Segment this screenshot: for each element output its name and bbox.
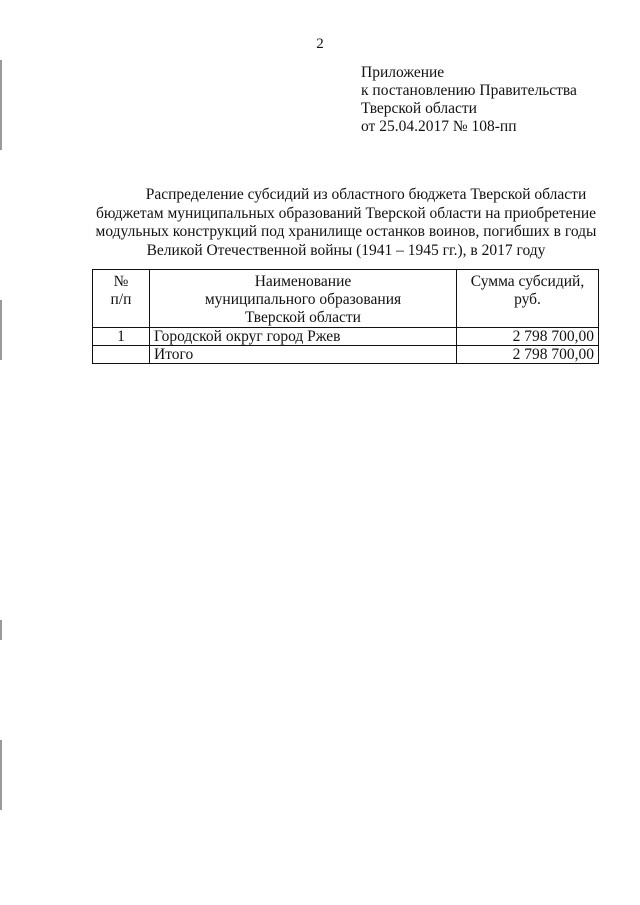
appendix-line: Тверской области: [361, 100, 477, 117]
cell-name: Городской округ город Ржев: [150, 328, 457, 346]
header-text: руб.: [514, 291, 541, 308]
scan-edge-mark: [0, 60, 2, 150]
table-header-row: [93, 270, 599, 328]
cell-number: [93, 346, 150, 364]
document-title: [92, 186, 600, 260]
header-text: Сумма субсидий,: [470, 273, 585, 290]
header-text: Наименование: [254, 273, 352, 290]
header-text: муниципального образования: [204, 291, 402, 308]
table-row: [93, 328, 599, 346]
appendix-line: к постановлению Правительства: [361, 82, 577, 99]
scan-edge-mark: [0, 740, 2, 810]
scan-edge-mark: [0, 300, 2, 360]
cell-number: 1: [93, 328, 150, 346]
scan-edge-mark: [0, 620, 2, 640]
appendix-line: Приложение: [361, 64, 445, 81]
cell-sum: 2 798 700,00: [457, 346, 599, 364]
title-line: Великой Отечественной войны (1941 – 1945 гг.), в 2017 году: [146, 241, 546, 259]
header-text: №: [113, 273, 129, 290]
subsidy-table: [92, 269, 599, 364]
header-text: п/п: [110, 291, 132, 308]
cell-name: Итого: [150, 346, 457, 364]
header-name: [150, 270, 457, 328]
header-number: [93, 270, 150, 328]
appendix-header: [361, 64, 577, 136]
page-number: 2: [316, 36, 324, 52]
title-line: Распределение субсидий из областного бюджета Тверской области: [145, 186, 587, 203]
title-line: модульных конструкций под хранилище останков воинов, погибших в годы: [95, 223, 597, 240]
cell-sum: 2 798 700,00: [457, 328, 599, 346]
header-text: Тверской области: [245, 309, 361, 326]
appendix-line: от 25.04.2017 № 108-пп: [361, 118, 517, 135]
title-line: бюджетам муниципальных образований Тверской области на приобретение: [95, 204, 597, 222]
table-row-total: [93, 346, 599, 364]
header-sum: [457, 270, 599, 328]
